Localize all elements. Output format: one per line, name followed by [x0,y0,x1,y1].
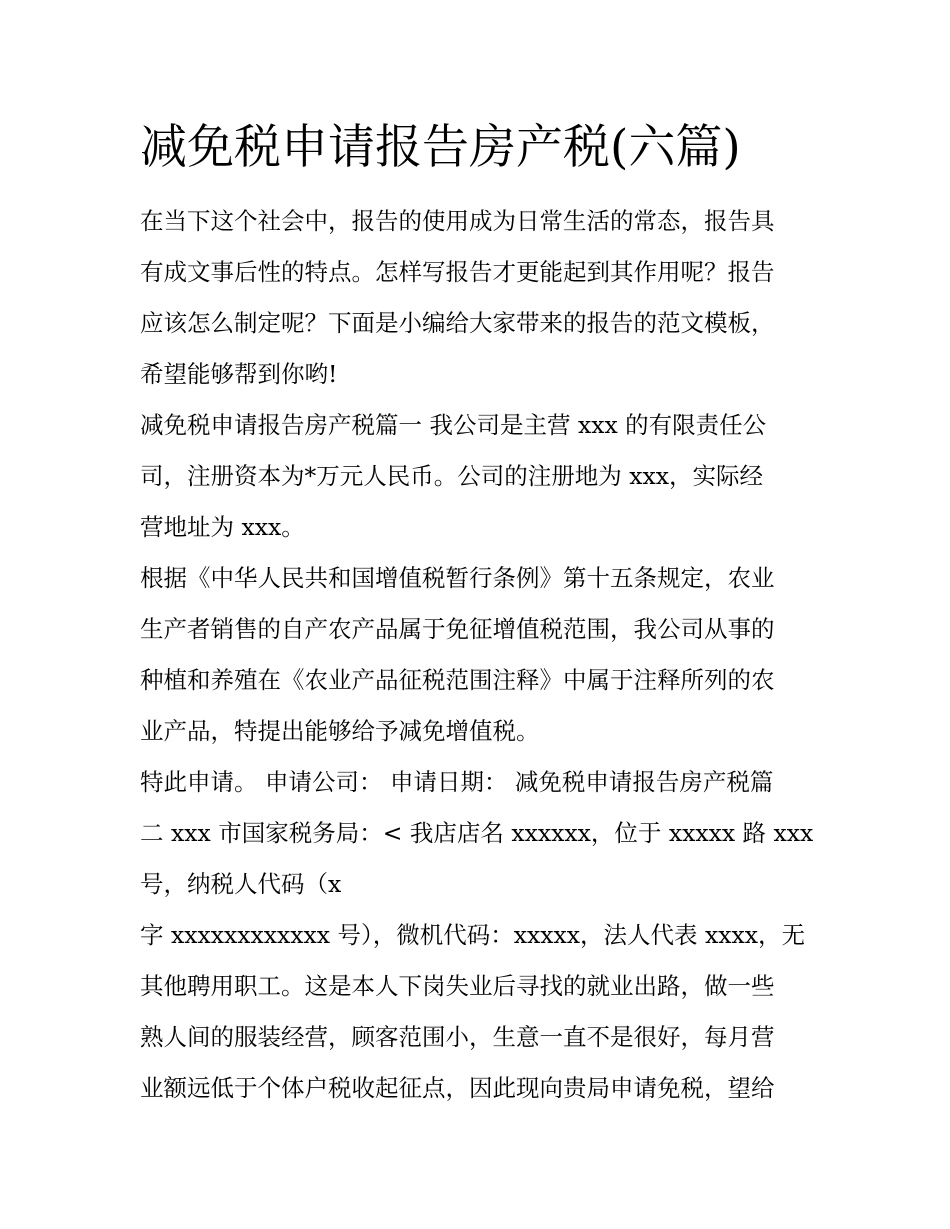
body-line: 希望能够帮到你哟! [140,360,338,388]
body-line: 业产品，特提出能够给予减免增值税。 [140,717,540,745]
body-line: 生产者销售的自产农产品属于免征增值税范围，我公司从事的 [140,615,775,643]
body-line: 应该怎么制定呢？下面是小编给大家带来的报告的范文模板， [140,309,775,337]
body-line: 业额远低于个体户税收起征点，因此现向贵局申请免税，望给 [140,1074,775,1102]
body-line: 司，注册资本为*万元人民币。公司的注册地为 xxx，实际经 [140,462,763,490]
document-title: 减免税申请报告房产税(六篇) [140,120,741,175]
document-body [140,196,818,1114]
body-line: 其他聘用职工。这是本人下岗失业后寻找的就业出路，做一些 [140,972,775,1000]
body-line: 种植和养殖在《农业产品征税范围注释》中属于注释所列的农 [140,666,775,694]
body-line: 营地址为 xxx。 [140,513,305,541]
body-line: 有成文事后性的特点。怎样写报告才更能起到其作用呢？报告 [140,258,775,286]
body-line: 在当下这个社会中，报告的使用成为日常生活的常态，报告具 [140,207,775,235]
body-line: 减免税申请报告房产税篇一 我公司是主营 xxx 的有限责任公 [140,411,767,439]
body-line: 特此申请。 申请公司： 申请日期： 减免税申请报告房产税篇 [140,768,774,796]
body-line: 熟人间的服装经营，顾客范围小，生意一直不是很好，每月营 [140,1023,775,1051]
body-line: 二 xxx 市国家税务局：< 我店店名 xxxxxx，位于 xxxxx 路 xxx [140,819,814,847]
body-line: 根据《中华人民共和国增值税暂行条例》第十五条规定，农业 [140,564,775,592]
body-line: 号，纳税人代码（x [140,870,342,898]
body-line: 字 xxxxxxxxxxxx 号），微机代码：xxxxx，法人代表 xxxx，无 [140,921,805,949]
